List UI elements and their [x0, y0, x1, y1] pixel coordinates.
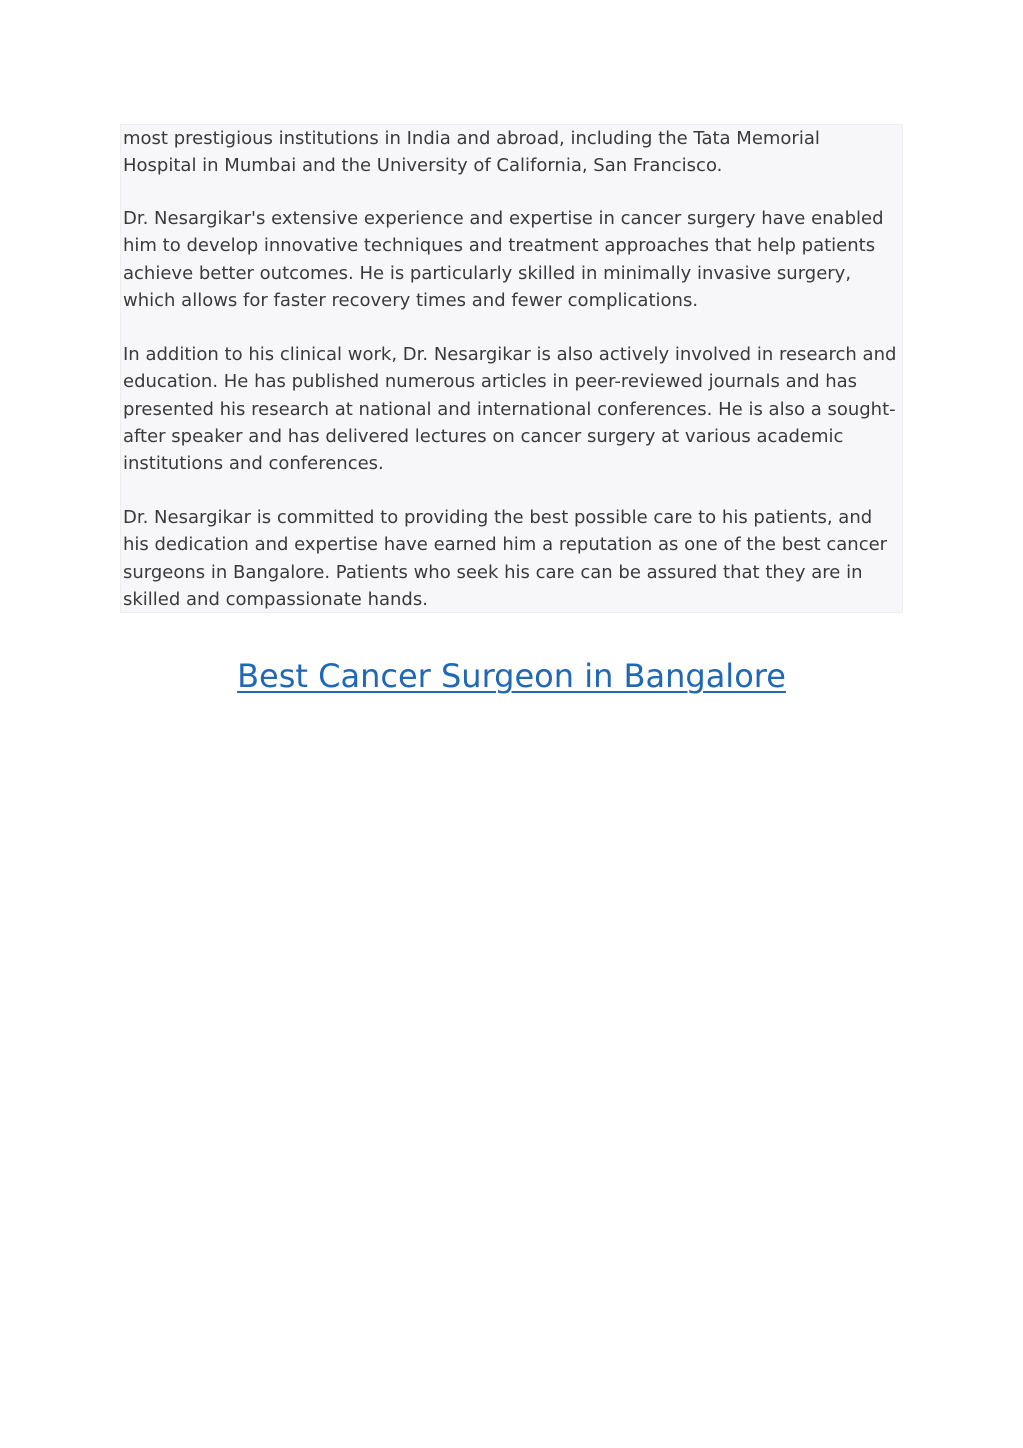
paragraph-line: Hospital in Mumbai and the University of California, San Francisco. — [123, 155, 723, 177]
paragraph-line: institutions and conferences. — [123, 453, 384, 475]
paragraph-line: education. He has published numerous articles in peer-reviewed journals and has — [123, 371, 858, 393]
paragraph-line: presented his research at national and international conferences. He is also a sought- — [123, 398, 896, 420]
paragraph-line: most prestigious institutions in India and abroad, including the Tata Memorial — [123, 128, 820, 149]
paragraph-line: In addition to his clinical work, Dr. Nesargikar is also actively involved in research and — [123, 344, 897, 365]
paragraph-line: Dr. Nesargikar's extensive experience and expertise in cancer surgery have enabled — [123, 208, 884, 229]
paragraph-line: skilled and compassionate hands. — [123, 588, 428, 610]
paragraph-line: surgeons in Bangalore. Patients who seek his care can be assured that they are in — [123, 561, 863, 583]
article-paragraph-4 — [123, 504, 903, 613]
paragraph-line: Dr. Nesargikar is committed to providing the best possible care to his patients, and — [123, 507, 873, 528]
paragraph-line: his dedication and expertise have earned him a reputation as one of the best cancer — [123, 534, 888, 556]
article-paragraph-3 — [123, 341, 903, 477]
best-cancer-surgeon-link[interactable]: Best Cancer Surgeon in Bangalore — [237, 657, 786, 695]
paragraph-line: achieve better outcomes. He is particularly skilled in minimally invasive surgery, — [123, 262, 852, 284]
article-paragraph-1 — [123, 125, 903, 180]
article-paragraph-2 — [123, 205, 903, 314]
paragraph-line: after speaker and has delivered lectures on cancer surgery at various academic — [123, 425, 844, 447]
paragraph-line: him to develop innovative techniques and treatment approaches that help patients — [123, 235, 876, 257]
paragraph-line: which allows for faster recovery times and fewer complications. — [123, 289, 699, 311]
